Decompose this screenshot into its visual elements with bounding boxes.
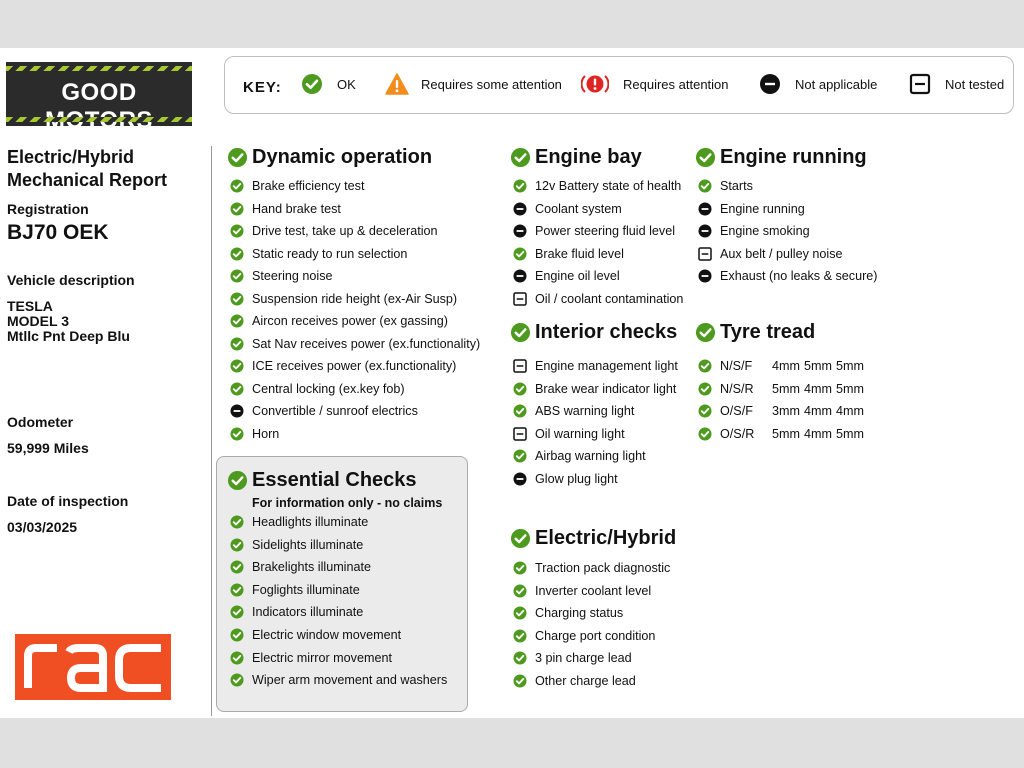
check-icon [230, 292, 244, 306]
check-item-oil-coolant-contamination [513, 292, 683, 306]
check-icon [230, 382, 244, 396]
minus-circle-icon [513, 202, 527, 216]
minus-square-icon [513, 292, 527, 306]
minus-circle-icon [698, 269, 712, 283]
check-item-abs-warning-light [513, 404, 634, 418]
check-item-hand-brake-test [230, 202, 341, 216]
check-icon [230, 560, 244, 574]
check-item-indicators-illuminate [230, 605, 363, 619]
minus-circle-icon [230, 404, 244, 418]
check-item-oil-warning-light [513, 427, 625, 441]
check-item-label: Other charge lead [535, 674, 636, 688]
check-item-engine-smoking [698, 224, 810, 238]
check-item-label: Charging status [535, 606, 624, 621]
logo-text: GOOD [61, 79, 137, 106]
tyre-depth: 4mm [804, 426, 832, 441]
tyre-position: N/S/R [720, 381, 754, 396]
section-engine-bay [510, 146, 642, 169]
check-item-label: Drive test, take up & deceleration [252, 224, 438, 238]
tyre-depth: 4mm [772, 359, 800, 373]
section-interior-checks [510, 321, 677, 344]
check-icon [230, 247, 244, 261]
key-item-not-applicable [759, 73, 877, 95]
check-item-label: Oil warning light [535, 426, 625, 441]
check-icon [230, 269, 244, 283]
column-divider [211, 146, 212, 716]
check-icon [695, 147, 716, 168]
check-item-exhaust-no-leaks-secure [698, 269, 878, 283]
check-icon [513, 674, 527, 688]
check-item-label: Convertible / sunroof electrics [252, 404, 418, 418]
check-icon [230, 224, 244, 238]
check-item-label: Aircon receives power (ex gassing) [252, 314, 448, 328]
odometer-value: 59,999 Miles [7, 440, 89, 456]
check-item-horn [230, 427, 279, 441]
check-icon [510, 322, 531, 343]
check-icon [230, 179, 244, 193]
check-item-label: Engine oil level [535, 269, 620, 283]
check-item-aux-belt-pulley-noise [698, 247, 843, 261]
check-icon [513, 382, 527, 396]
tyre-row [698, 404, 868, 418]
check-item-label: Engine smoking [720, 224, 810, 238]
check-item-label: Central locking (ex.key fob) [252, 381, 405, 396]
vehicle-make: TESLA [7, 298, 53, 314]
minus-square-icon [513, 359, 527, 373]
check-item-label: Starts [720, 179, 753, 193]
check-icon [698, 382, 712, 396]
inspection-date-label: Date of inspection [7, 493, 129, 509]
rac-logo [15, 634, 171, 700]
check-item-label: Foglights illuminate [252, 582, 360, 597]
check-item-label: Headlights illuminate [252, 515, 369, 529]
check-item-label: Coolant system [535, 201, 622, 216]
key-item-attention [581, 73, 729, 95]
check-item-static-ready-to-run-selection [230, 247, 407, 261]
check-item-coolant-system [513, 202, 622, 216]
check-item-brakelights-illuminate [230, 560, 371, 574]
check-icon [230, 202, 244, 216]
tyre-depth: 4mm [804, 404, 832, 418]
section-title: Engine bay [535, 146, 642, 168]
section-title: Engine running [720, 146, 867, 168]
check-item-power-steering-fluid-level [513, 224, 675, 238]
check-item-label: Aux belt / pulley noise [720, 246, 843, 261]
minus-circle-icon [698, 202, 712, 216]
key-title: KEY: [243, 79, 282, 96]
check-item-label: 12v Battery state of health [535, 179, 682, 193]
inspection-date-value: 03/03/2025 [7, 519, 78, 535]
check-item-label: ABS warning light [535, 404, 635, 418]
check-item-label: Hand brake test [252, 201, 341, 216]
check-icon [230, 337, 244, 351]
check-item-glow-plug-light [513, 472, 618, 486]
check-icon [698, 427, 712, 441]
check-icon [227, 147, 248, 168]
minus-circle-icon [513, 224, 527, 238]
check-item-label: Electric mirror movement [252, 650, 392, 665]
check-icon [230, 628, 244, 642]
check-item-ice-receives-power-ex-functionality [230, 359, 456, 373]
check-item-other-charge-lead [513, 674, 636, 688]
key-label-not-tested: Not tested [945, 76, 1005, 92]
check-item-engine-running [698, 202, 805, 216]
check-icon [230, 605, 244, 619]
check-item-electric-window-movement [230, 628, 401, 642]
check-item-label: Brakelights illuminate [252, 560, 371, 575]
check-icon [230, 314, 244, 328]
good-motors-logo [6, 62, 192, 126]
key-item-some-attention [385, 73, 562, 95]
check-icon [698, 179, 712, 193]
report-title [7, 146, 167, 192]
check-item-convertible-sunroof-electrics [230, 404, 418, 418]
section-title: Electric/Hybrid [535, 527, 677, 549]
alert-circle-icon [581, 73, 609, 95]
check-item-label: Steering noise [252, 269, 333, 283]
check-icon [230, 359, 244, 373]
check-item-label: Airbag warning light [535, 449, 646, 463]
essential-checks-subtitle: For information only - no claims [252, 496, 443, 510]
check-icon [513, 629, 527, 643]
check-item-charge-port-condition [513, 629, 655, 643]
check-icon [513, 449, 527, 463]
registration-value: BJ70 OEK [7, 221, 109, 244]
minus-circle-icon [759, 73, 781, 95]
warning-triangle-icon [385, 73, 407, 95]
check-item-label: 3 pin charge lead [535, 651, 632, 666]
logo-stripe-top [6, 66, 192, 71]
check-item-label: ICE receives power (ex.functionality) [252, 359, 457, 373]
check-item-brake-fluid-level [513, 247, 624, 261]
check-icon [230, 427, 244, 441]
tyre-row [698, 359, 868, 373]
section-tyre-tread [695, 321, 815, 344]
check-item-traction-pack-diagnostic [513, 561, 670, 575]
check-item-label: Electric window movement [252, 628, 402, 642]
check-icon [513, 247, 527, 261]
check-item-charging-status [513, 606, 623, 620]
tyre-depth: 4mm [804, 381, 832, 396]
check-item-inverter-coolant-level [513, 584, 651, 598]
check-item-label: Static ready to run selection [252, 246, 408, 261]
check-icon [698, 404, 712, 418]
section-title: Interior checks [535, 321, 678, 343]
check-item-label: Horn [252, 426, 280, 441]
minus-circle-icon [698, 224, 712, 238]
section-title: Tyre tread [720, 321, 816, 343]
check-icon [301, 73, 323, 95]
odometer-label: Odometer [7, 414, 74, 430]
check-icon [513, 651, 527, 665]
check-item-steering-noise [230, 269, 333, 283]
check-item-aircon-receives-power-ex-gassing [230, 314, 448, 328]
minus-circle-icon [513, 269, 527, 283]
check-item-label: Sat Nav receives power (ex.functionality) [252, 336, 481, 351]
check-icon [230, 583, 244, 597]
check-item-suspension-ride-height-ex-air-susp [230, 292, 457, 306]
check-item-label: Inverter coolant level [535, 583, 652, 598]
check-item-label: Power steering fluid level [535, 224, 676, 238]
check-item-engine-management-light [513, 359, 678, 373]
vehicle-description [7, 299, 130, 344]
check-item-sidelights-illuminate [230, 538, 363, 552]
section-dynamic-operation [227, 146, 432, 169]
check-item-foglights-illuminate [230, 583, 360, 597]
key-legend [224, 56, 1014, 114]
check-icon [513, 561, 527, 575]
check-item-label: Brake fluid level [535, 246, 624, 261]
check-icon [513, 606, 527, 620]
tyre-depth: 5mm [804, 359, 832, 373]
tyre-position: N/S/F [720, 359, 753, 373]
check-item-engine-oil-level [513, 269, 620, 283]
tyre-depth: 5mm [772, 426, 800, 441]
tyre-depth: 5mm [836, 359, 864, 373]
section-engine-running [695, 146, 867, 169]
check-item-label: Suspension ride height (ex-Air Susp) [252, 291, 458, 306]
vehicle-colour: Mtllc Pnt Deep Blu [7, 328, 130, 344]
check-icon [513, 179, 527, 193]
check-item-sat-nav-receives-power-ex-functionality [230, 337, 480, 351]
check-icon [510, 147, 531, 168]
section-title: Dynamic operation [252, 146, 433, 168]
tyre-depth: 5mm [836, 381, 864, 396]
check-item-starts [698, 179, 753, 193]
check-item-label: Engine management light [535, 359, 678, 373]
check-item-airbag-warning-light [513, 449, 646, 463]
tyre-depth: 3mm [772, 404, 800, 418]
minus-square-icon [698, 247, 712, 261]
check-item-brake-efficiency-test [230, 179, 364, 193]
check-icon [230, 515, 244, 529]
tyre-row [698, 382, 868, 396]
check-icon [513, 404, 527, 418]
tyre-depth: 5mm [836, 426, 864, 441]
check-icon [230, 538, 244, 552]
check-item-label: Brake efficiency test [252, 179, 365, 193]
key-label-not-applicable: Not applicable [795, 76, 878, 92]
check-item-label: Wiper arm movement and washers [252, 673, 448, 688]
check-item-label: Brake wear indicator light [535, 381, 677, 396]
check-item-12v-battery-state-of-health [513, 179, 681, 193]
check-item-label: Exhaust (no leaks & secure) [720, 269, 878, 283]
tyre-position: O/S/R [720, 426, 755, 441]
check-item-label: Charge port condition [535, 628, 656, 643]
check-item-label: Glow plug light [535, 471, 618, 486]
key-item-not-tested [909, 73, 1004, 95]
section-electric-hybrid [510, 527, 676, 550]
check-icon [230, 673, 244, 687]
section-essential-checks [227, 469, 417, 492]
check-item-central-locking-ex-key-fob [230, 382, 405, 396]
key-label-some-attention: Requires some attention [421, 76, 562, 92]
report-title-line1: Electric/Hybrid [7, 147, 135, 167]
report-title-line2: Mechanical Report [7, 170, 168, 190]
check-icon [230, 651, 244, 665]
key-label-attention: Requires attention [623, 76, 729, 92]
tyre-position: O/S/F [720, 404, 753, 418]
vehicle-model: MODEL 3 [7, 313, 69, 329]
check-item-label: Traction pack diagnostic [535, 561, 671, 575]
key-label-ok: OK [337, 76, 356, 92]
logo-stripe-bottom [6, 117, 192, 122]
check-icon [227, 470, 248, 491]
vehicle-description-label: Vehicle description [7, 272, 135, 288]
key-item-ok [301, 73, 356, 95]
check-item-label: Oil / coolant contamination [535, 291, 684, 306]
tyre-row [698, 427, 868, 441]
registration-label: Registration [7, 201, 89, 217]
check-item-label: Indicators illuminate [252, 605, 364, 620]
tyre-depth: 4mm [836, 404, 864, 418]
check-item-headlights-illuminate [230, 515, 368, 529]
minus-square-icon [513, 427, 527, 441]
check-item-brake-wear-indicator-light [513, 382, 676, 396]
check-item-drive-test-take-up-deceleration [230, 224, 438, 238]
check-icon [695, 322, 716, 343]
section-title: Essential Checks [252, 469, 417, 491]
check-icon [510, 528, 531, 549]
minus-circle-icon [513, 472, 527, 486]
minus-square-icon [909, 73, 931, 95]
check-item-electric-mirror-movement [230, 651, 392, 665]
check-item-3-pin-charge-lead [513, 651, 632, 665]
check-icon [513, 584, 527, 598]
check-icon [698, 359, 712, 373]
tyre-depth: 5mm [772, 381, 800, 396]
check-item-label: Engine running [720, 201, 805, 216]
check-item-label: Sidelights illuminate [252, 537, 364, 552]
check-item-wiper-arm-movement-and-washers [230, 673, 447, 687]
